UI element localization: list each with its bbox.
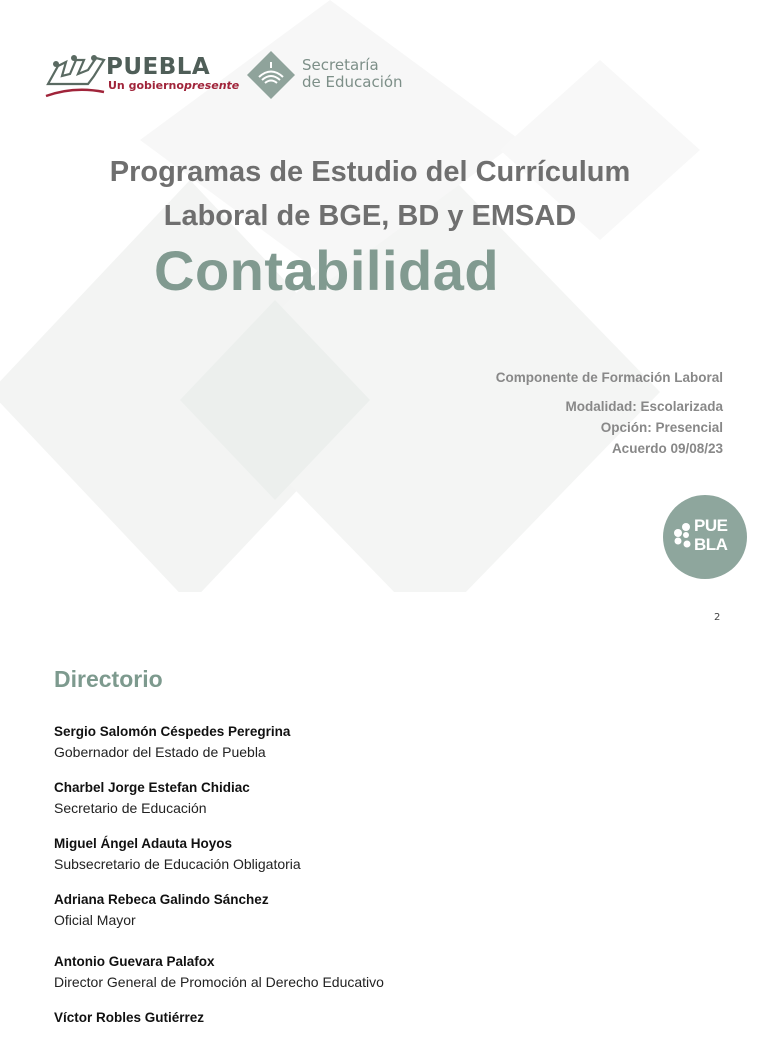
- puebla-badge: [663, 495, 747, 579]
- official-role: Subsecretario de Educación Obligatoria: [54, 856, 301, 872]
- directory-entry: [54, 1008, 714, 1064]
- agreement-label: Acuerdo 09/08/23: [611, 441, 723, 456]
- directory-heading: Directorio: [54, 666, 163, 692]
- official-name: Miguel Ángel Adauta Hoyos: [54, 836, 233, 851]
- badge-line1: PUE: [694, 516, 728, 535]
- official-role: Gobernador del Estado de Puebla: [54, 744, 266, 760]
- official-role: Oficial Mayor: [54, 912, 136, 928]
- official-role: Secretario de Educación: [54, 800, 207, 816]
- tagline-plain: Un gobierno: [108, 79, 184, 92]
- directory-list: [54, 722, 714, 1064]
- official-name: Adriana Rebeca Galindo Sánchez: [54, 892, 269, 907]
- puebla-logo-tagline: [108, 79, 239, 92]
- sep-logo-text: [302, 57, 403, 91]
- flower-icon: [672, 521, 696, 549]
- education-emblem-icon: [246, 50, 296, 100]
- option-label: Opción: Presencial: [600, 420, 723, 435]
- program-details: [496, 368, 723, 459]
- modality-label: Modalidad: Escolarizada: [565, 399, 723, 414]
- tagline-emphasis: presente: [183, 79, 240, 92]
- official-name: Antonio Guevara Palafox: [54, 954, 215, 969]
- official-name: Sergio Salomón Céspedes Peregrina: [54, 724, 291, 739]
- directory-entry: [54, 890, 714, 952]
- people-emblem-icon: [44, 54, 106, 102]
- badge-text: [694, 516, 727, 554]
- puebla-logo: [44, 54, 240, 102]
- puebla-logo-word: PUEBLA: [106, 54, 211, 80]
- directory-entry: [54, 834, 714, 890]
- sep-logo: [246, 50, 416, 100]
- page-number: 2: [714, 612, 721, 623]
- directory-entry: [54, 722, 714, 778]
- badge-line2: BLA: [694, 535, 728, 554]
- official-role: Director General de Promoción al Derecho Educativo: [54, 974, 384, 990]
- official-name: Víctor Robles Gutiérrez: [54, 1010, 205, 1025]
- directory-entry: [54, 952, 714, 1008]
- subject-title: Contabilidad: [154, 239, 500, 302]
- cover-title-line1: Programas de Estudio del Currículum: [109, 156, 631, 188]
- official-name: Charbel Jorge Estefan Chidiac: [54, 780, 250, 795]
- cover-title: [60, 150, 680, 238]
- cover-title-line2: Laboral de BGE, BD y EMSAD: [163, 200, 577, 232]
- sep-logo-line2: de Educación: [302, 73, 403, 91]
- sep-logo-line1: Secretaría: [302, 56, 379, 74]
- component-label: Componente de Formación Laboral: [495, 370, 723, 385]
- directory-entry: [54, 778, 714, 834]
